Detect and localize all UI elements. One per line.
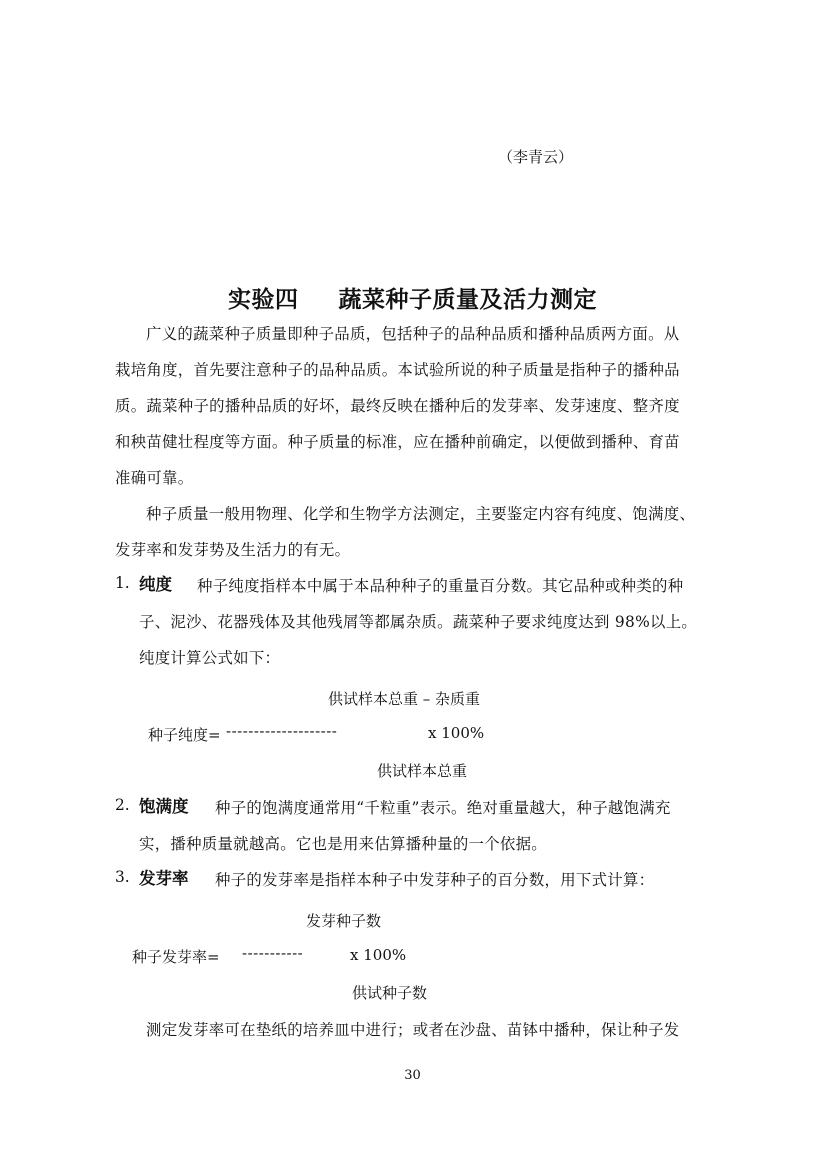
item-number: 2. <box>115 796 130 814</box>
formula-fraction-line: -------------------- <box>226 722 338 740</box>
author-credit: （李青云） <box>498 148 574 166</box>
item-text: 实，播种质量就越高。它也是用来估算播种量的一个依据。 <box>139 835 547 853</box>
intro-line: 广义的蔬菜种子质量即种子品质，包括种子的品种品质和播种品质两方面。从 <box>146 325 680 343</box>
formula-denominator: 供试样本总重 <box>377 762 468 780</box>
item-text: 子、泥沙、花器残体及其他残屑等都属杂质。蔬菜种子要求纯度达到 98%以上。 <box>139 613 698 631</box>
intro-line: 栽培角度，首先要注意种子的品种品质。本试验所说的种子质量是指种子的播种品 <box>115 361 680 379</box>
intro-line: 和秧苗健壮程度等方面。种子质量的标准，应在播种前确定，以便做到播种、育苗 <box>115 433 680 451</box>
formula-denominator: 供试种子数 <box>352 984 428 1002</box>
formula-numerator: 发芽种子数 <box>306 912 382 930</box>
title-subject: 蔬菜种子质量及活力测定 <box>338 287 597 313</box>
continuation-line: 测定发芽率可在垫纸的培养皿中进行；或者在沙盘、苗钵中播种，保让种子发 <box>146 1021 680 1039</box>
item-text: 种子的发芽率是指样本种子中发芽种子的百分数，用下式计算： <box>215 871 655 889</box>
page-number: 30 <box>404 1068 421 1083</box>
item-label: 饱满度 <box>139 797 189 816</box>
method-line: 发芽率和发芽势及生活力的有无。 <box>115 541 351 559</box>
item-text: 种子纯度指样本中属于本品种种子的重量百分数。其它品种或种类的种 <box>197 577 684 595</box>
section-title <box>0 281 825 314</box>
intro-line: 准确可靠。 <box>115 469 194 487</box>
intro-line: 质。蔬菜种子的播种品质的好坏，最终反映在播种后的发芽率、发芽速度、整齐度 <box>115 397 680 415</box>
item-label: 发芽率 <box>139 869 189 888</box>
item-number: 1. <box>115 574 130 592</box>
formula-lhs: 种子发芽率= <box>132 948 220 966</box>
title-chapter: 实验四 <box>228 287 299 313</box>
formula-multiplier: x 100% <box>428 724 485 742</box>
item-text: 种子的饱满度通常用“千粒重”表示。绝对重量越大，种子越饱满充 <box>215 799 671 817</box>
item-number: 3. <box>115 868 130 886</box>
formula-fraction-line: ----------- <box>242 944 304 962</box>
item-label: 纯度 <box>139 575 172 594</box>
method-line: 种子质量一般用物理、化学和生物学方法测定，主要鉴定内容有纯度、饱满度、 <box>146 505 696 523</box>
item-text: 纯度计算公式如下： <box>139 649 281 667</box>
formula-lhs: 种子纯度= <box>148 726 221 744</box>
formula-multiplier: x 100% <box>350 946 407 964</box>
formula-numerator: 供试样本总重 – 杂质重 <box>328 690 481 708</box>
